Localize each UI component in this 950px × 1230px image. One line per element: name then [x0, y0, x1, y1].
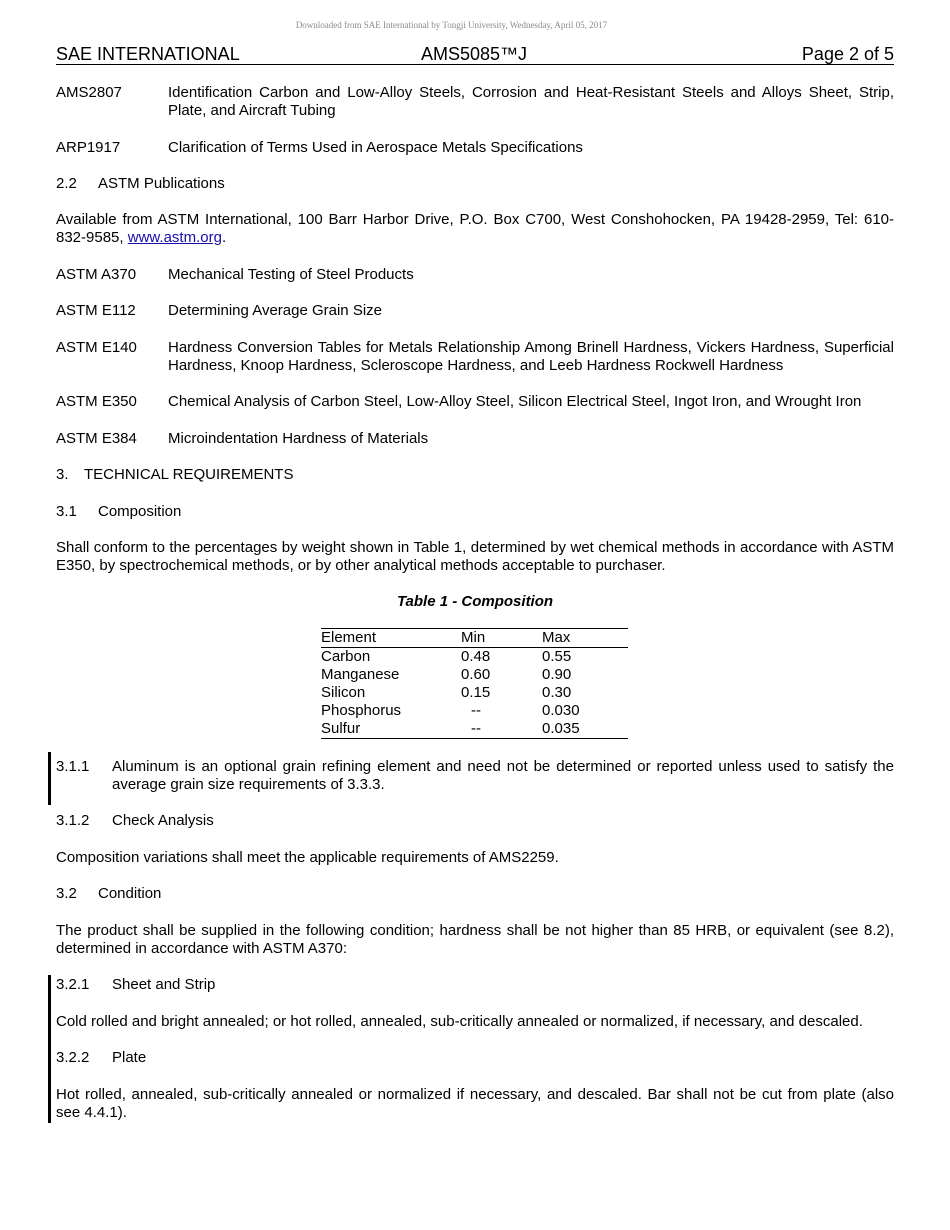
element-cell: Silicon [321, 684, 366, 701]
reference-code: ASTM E112 [56, 302, 136, 319]
reference-title: Mechanical Testing of Steel Products [168, 266, 414, 283]
table-row [321, 648, 628, 667]
element-cell: Carbon [321, 648, 371, 665]
publisher-name: SAE INTERNATIONAL [56, 44, 240, 64]
document-number: AMS5085™J [421, 44, 528, 64]
column-header-min: Min [461, 629, 542, 648]
section-heading-3-2-2 [56, 1049, 146, 1067]
min-value: -- [471, 702, 481, 719]
min-cell: 0.15 [461, 684, 491, 701]
reference-title: Determining Average Grain Size [168, 302, 382, 319]
reference-title: Microindentation Hardness of Materials [168, 430, 429, 447]
max-cell: 0.035 [542, 720, 580, 737]
section-heading-3-1-2 [56, 812, 214, 830]
astm-availability-paragraph [56, 211, 894, 247]
max-cell: 0.90 [542, 666, 572, 683]
condition-paragraph: The product shall be supplied in the following condition; hardness shall be not higher than 85 HRB, or equivalent (see 8.2), determined in accordance with ASTM A370: [56, 922, 894, 957]
section-number: 3. [56, 466, 69, 483]
section-title: ASTM Publications [98, 175, 225, 192]
composition-table [321, 628, 628, 739]
reference-title: Hardness Conversion Tables for Metals Relationship Among Brinell Hardness, Vickers Hardness, Superficial Hardness, Knoop Hardness, Scleroscope Hardness, and Leeb Hardness Rockwell Hardness [168, 339, 894, 374]
page-header [56, 44, 894, 65]
min-cell [461, 702, 542, 720]
availability-text: Available from ASTM International, 100 Barr Harbor Drive, P.O. Box C700, West Conshohocken, PA 19428-2959, Tel: 610-832-9585, [56, 211, 894, 246]
sheet-strip-paragraph: Cold rolled and bright annealed; or hot rolled, annealed, sub-critically annealed or normalized, if necessary, and descaled. [56, 1013, 863, 1030]
section-heading-3 [56, 466, 293, 484]
column-header-max: Max [542, 629, 628, 648]
reference-title: Chemical Analysis of Carbon Steel, Low-Alloy Steel, Silicon Electrical Steel, Ingot Iron, and Wrought Iron [168, 393, 862, 410]
max-cell: 0.030 [542, 702, 580, 719]
min-cell: 0.60 [461, 666, 491, 683]
section-title: Check Analysis [112, 812, 214, 829]
availability-text-end: . [221, 229, 227, 246]
subsection-text: Aluminum is an optional grain refining element and need not be determined or reported unless used to satisfy the average grain size requirements of 3.3.3. [112, 758, 894, 793]
section-number: 3.1.2 [56, 812, 90, 829]
column-header-element: Element [321, 629, 461, 648]
section-title: TECHNICAL REQUIREMENTS [84, 466, 294, 483]
section-number: 3.2.1 [56, 976, 90, 993]
reference-code: ARP1917 [56, 139, 121, 156]
section-title: Plate [112, 1049, 147, 1066]
reference-code: AMS2807 [56, 84, 122, 101]
astm-website-link[interactable]: www.astm.org [127, 229, 222, 246]
section-number: 3.1.1 [56, 758, 90, 775]
reference-code: ASTM E140 [56, 339, 137, 356]
reference-code: ASTM E350 [56, 393, 137, 410]
reference-title: Clarification of Terms Used in Aerospace Metals Specifications [168, 139, 583, 156]
section-heading-3-2 [56, 885, 161, 903]
min-cell [461, 720, 542, 739]
table-header-row [321, 629, 628, 648]
section-number: 3.2 [56, 885, 77, 902]
element-cell: Sulfur [321, 720, 361, 737]
section-heading-3-2-1 [56, 976, 215, 994]
table-caption: Table 1 - Composition [396, 593, 554, 610]
revision-change-bar [48, 975, 51, 1123]
min-value: -- [471, 720, 481, 737]
reference-title: Identification Carbon and Low-Alloy Steels, Corrosion and Heat-Resistant Steels and Alloys Sheet, Strip, Plate, and Aircraft Tubing [168, 84, 894, 119]
element-cell: Phosphorus [321, 702, 402, 719]
reference-code: ASTM E384 [56, 430, 137, 447]
section-heading-3-1 [56, 503, 181, 521]
section-number: 2.2 [56, 175, 77, 192]
section-title: Condition [98, 885, 162, 902]
max-cell: 0.55 [542, 648, 572, 665]
composition-paragraph: Shall conform to the percentages by weight shown in Table 1, determined by wet chemical methods in accordance with ASTM E350, by spectrochemical methods, or by other analytical methods acceptable to purchaser. [56, 539, 894, 574]
reference-code: ASTM A370 [56, 266, 137, 283]
table-row [321, 684, 628, 702]
plate-paragraph: Hot rolled, annealed, sub-critically annealed or normalized if necessary, and descaled. Bar shall not be cut from plate (also see 4.4.1). [56, 1086, 894, 1121]
element-cell: Manganese [321, 666, 400, 683]
section-heading-2-2 [56, 175, 225, 193]
table-row [321, 702, 628, 720]
max-cell: 0.30 [542, 684, 572, 701]
section-number: 3.1 [56, 503, 77, 520]
min-cell: 0.48 [461, 648, 491, 665]
section-title: Composition [98, 503, 182, 520]
table-row [321, 720, 628, 739]
revision-change-bar [48, 752, 51, 805]
check-analysis-paragraph: Composition variations shall meet the applicable requirements of AMS2259. [56, 849, 559, 866]
section-number: 3.2.2 [56, 1049, 90, 1066]
table-row [321, 666, 628, 684]
section-title: Sheet and Strip [112, 976, 216, 993]
download-watermark: Downloaded from SAE International by Tongji University, Wednesday, April 05, 2017 [295, 20, 608, 30]
page-number: Page 2 of 5 [801, 44, 894, 64]
